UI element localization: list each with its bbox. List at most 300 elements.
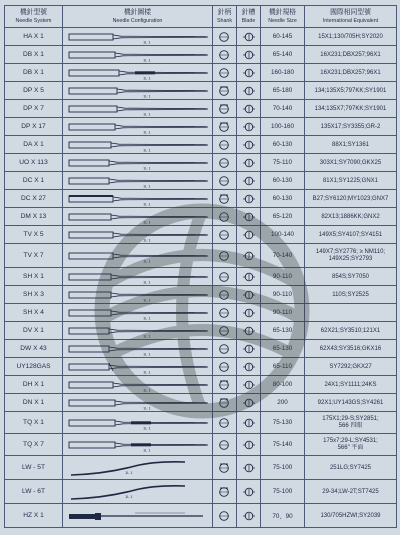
shank-cell	[213, 190, 237, 208]
blade-cell	[237, 64, 261, 82]
shank-cell	[213, 154, 237, 172]
blade-cell	[237, 480, 261, 504]
needle-drawing-icon	[65, 65, 211, 81]
table-row	[5, 434, 397, 456]
svg-text:1L 1: 1L 1	[142, 184, 151, 188]
blade-section-icon	[242, 439, 256, 451]
international-equivalent-cell	[305, 304, 397, 322]
needle-config-cell	[63, 456, 213, 480]
international-equivalent-cell: 175X1;29-S;SY2851; 566 四眼	[305, 412, 397, 434]
blade-cell	[237, 376, 261, 394]
blade-cell	[237, 154, 261, 172]
shank-section-icon	[218, 510, 232, 522]
needle-system-cell: TV X 7	[5, 244, 63, 268]
blade-cell	[237, 100, 261, 118]
needle-config-cell	[63, 172, 213, 190]
needle-drawing-icon	[65, 437, 211, 453]
svg-text:1L 1: 1L 1	[142, 58, 151, 62]
blade-cell	[237, 322, 261, 340]
needle-drawing-icon	[65, 137, 211, 153]
needle-size-cell: 60-145	[261, 28, 305, 46]
needle-config-cell	[63, 82, 213, 100]
shank-section-icon	[218, 325, 232, 337]
blade-cell	[237, 226, 261, 244]
needle-config-cell	[63, 208, 213, 226]
needle-drawing-icon	[65, 83, 211, 99]
shank-section-icon	[218, 271, 232, 283]
shank-section-icon	[218, 49, 232, 61]
needle-drawing-icon	[65, 508, 211, 524]
needle-size-cell: 65-180	[261, 82, 305, 100]
needle-drawing-icon	[65, 119, 211, 135]
table-header-row	[5, 6, 397, 28]
needle-config-cell	[63, 304, 213, 322]
table-row	[5, 118, 397, 136]
table-row	[5, 172, 397, 190]
needle-drawing-icon	[65, 227, 211, 243]
svg-text:1L 1: 1L 1	[142, 238, 151, 242]
svg-text:1L 1: 1L 1	[142, 259, 151, 263]
international-equivalent-cell: 130/705HZWI;SY2039	[305, 504, 397, 528]
blade-section-icon	[242, 193, 256, 205]
needle-config-cell	[63, 286, 213, 304]
needle-drawing-icon	[65, 484, 211, 500]
needle-drawing-icon	[65, 191, 211, 207]
shank-cell	[213, 340, 237, 358]
needle-system-cell: DC X 1	[5, 172, 63, 190]
international-equivalent-cell: 303X1;SY7090;GKX25	[305, 154, 397, 172]
blade-section-icon	[242, 31, 256, 43]
shank-cell	[213, 434, 237, 456]
needle-config-cell	[63, 28, 213, 46]
needle-system-cell: DC X 27	[5, 190, 63, 208]
international-equivalent-cell: B27;SY6120;MY1023;GNX7	[305, 190, 397, 208]
shank-section-icon	[218, 193, 232, 205]
svg-text:1L 1: 1L 1	[142, 426, 151, 430]
needle-drawing-icon	[65, 248, 211, 264]
international-equivalent-cell: 134;135X5;797KK;SY1901	[305, 82, 397, 100]
shank-cell	[213, 82, 237, 100]
needle-system-cell: DB X 1	[5, 64, 63, 82]
shank-cell	[213, 358, 237, 376]
needle-drawing-icon	[65, 377, 211, 393]
needle-system-cell: DV X 1	[5, 322, 63, 340]
needle-drawing-icon	[65, 101, 211, 117]
svg-text:1L 1: 1L 1	[124, 470, 133, 475]
blade-section-icon	[242, 271, 256, 283]
header-equiv-en: International Equivalent	[322, 17, 379, 24]
needle-drawing-icon	[65, 287, 211, 303]
needle-table	[4, 5, 397, 528]
international-equivalent-cell: 175x7;29-L;SY4531; 566" 平面	[305, 434, 397, 456]
blade-section-icon	[242, 139, 256, 151]
blade-cell	[237, 190, 261, 208]
international-equivalent-cell: 110S;SY2525	[305, 286, 397, 304]
shank-cell	[213, 394, 237, 412]
needle-config-cell	[63, 244, 213, 268]
needle-size-cell: 90-110	[261, 286, 305, 304]
needle-drawing-icon	[65, 395, 211, 411]
table-row	[5, 100, 397, 118]
shank-section-icon	[218, 343, 232, 355]
blade-cell	[237, 504, 261, 528]
shank-section-icon	[218, 67, 232, 79]
needle-system-cell: DB X 1	[5, 46, 63, 64]
international-equivalent-cell: 92X1;UY143GS;SY4261	[305, 394, 397, 412]
international-equivalent-cell: 16X231;DBX257;96X1	[305, 64, 397, 82]
international-equivalent-cell: 135X17;SY3355;GR-2	[305, 118, 397, 136]
needle-system-cell: DW X 43	[5, 340, 63, 358]
needle-config-cell	[63, 376, 213, 394]
needle-drawing-icon	[65, 29, 211, 45]
svg-text:1L 1: 1L 1	[142, 94, 151, 98]
header-blade-en: Blade	[241, 17, 256, 24]
blade-cell	[237, 456, 261, 480]
needle-size-cell: 75-110	[261, 154, 305, 172]
shank-section-icon	[218, 121, 232, 133]
header-shank-zh: 針柄	[217, 8, 232, 16]
blade-section-icon	[242, 289, 256, 301]
shank-cell	[213, 286, 237, 304]
shank-section-icon	[218, 307, 232, 319]
blade-cell	[237, 304, 261, 322]
needle-config-cell	[63, 504, 213, 528]
table-row	[5, 412, 397, 434]
table-row	[5, 64, 397, 82]
shank-cell	[213, 304, 237, 322]
blade-cell	[237, 244, 261, 268]
svg-text:1L 1: 1L 1	[142, 76, 151, 80]
header-config	[63, 6, 213, 28]
needle-config-cell	[63, 100, 213, 118]
needle-system-cell: DN X 1	[5, 394, 63, 412]
header-system	[5, 6, 63, 28]
needle-config-cell	[63, 434, 213, 456]
needle-system-cell: TV X 5	[5, 226, 63, 244]
blade-section-icon	[242, 379, 256, 391]
international-equivalent-cell: 16X231;DBX257;96X1	[305, 46, 397, 64]
blade-cell	[237, 358, 261, 376]
blade-cell	[237, 172, 261, 190]
shank-section-icon	[218, 417, 232, 429]
needle-system-cell: TQ X 7	[5, 434, 63, 456]
shank-cell	[213, 504, 237, 528]
svg-text:1L 1: 1L 1	[142, 298, 151, 302]
blade-section-icon	[242, 85, 256, 97]
table-row	[5, 456, 397, 480]
needle-config-cell	[63, 154, 213, 172]
blade-cell	[237, 208, 261, 226]
shank-cell	[213, 64, 237, 82]
header-config-zh: 機針圖樣	[123, 8, 152, 16]
international-equivalent-cell: 81X1;SY1225;GNX1	[305, 172, 397, 190]
blade-section-icon	[242, 462, 256, 474]
table-row	[5, 376, 397, 394]
shank-section-icon	[218, 229, 232, 241]
table-row	[5, 244, 397, 268]
needle-size-cell: 80-100	[261, 376, 305, 394]
needle-config-cell	[63, 268, 213, 286]
table-row	[5, 358, 397, 376]
header-blade-zh: 針槽	[241, 8, 256, 16]
table-row	[5, 28, 397, 46]
shank-cell	[213, 244, 237, 268]
table-row	[5, 136, 397, 154]
needle-size-cell: 65-130	[261, 322, 305, 340]
international-equivalent-cell: SY7292;GKX27	[305, 358, 397, 376]
blade-section-icon	[242, 486, 256, 498]
needle-config-cell	[63, 190, 213, 208]
international-equivalent-cell: 82X13;1886KK;GNX2	[305, 208, 397, 226]
needle-system-cell: HZ X 1	[5, 504, 63, 528]
blade-section-icon	[242, 157, 256, 169]
shank-cell	[213, 412, 237, 434]
table-row	[5, 226, 397, 244]
table-row	[5, 190, 397, 208]
blade-section-icon	[242, 211, 256, 223]
svg-text:1L 1: 1L 1	[142, 352, 151, 356]
shank-cell	[213, 322, 237, 340]
header-blade	[237, 6, 261, 28]
table-row	[5, 286, 397, 304]
shank-section-icon	[218, 103, 232, 115]
international-equivalent-cell: 134;135X7;797KK;SY1901	[305, 100, 397, 118]
blade-section-icon	[242, 121, 256, 133]
table-row	[5, 340, 397, 358]
needle-system-cell: SH X 4	[5, 304, 63, 322]
international-equivalent-cell: 62X21;SY3510;121X1	[305, 322, 397, 340]
header-shank-en: Shank	[216, 17, 233, 24]
blade-cell	[237, 412, 261, 434]
shank-section-icon	[218, 250, 232, 262]
international-equivalent-cell: 15X1;130/705H;SY2020	[305, 28, 397, 46]
needle-system-cell: LW - 6T	[5, 480, 63, 504]
shank-section-icon	[218, 139, 232, 151]
blade-cell	[237, 340, 261, 358]
svg-text:1L 1: 1L 1	[142, 280, 151, 284]
table-row	[5, 46, 397, 64]
blade-cell	[237, 286, 261, 304]
blade-section-icon	[242, 325, 256, 337]
shank-cell	[213, 172, 237, 190]
blade-section-icon	[242, 229, 256, 241]
needle-system-cell: DM X 13	[5, 208, 63, 226]
shank-section-icon	[218, 361, 232, 373]
blade-section-icon	[242, 67, 256, 79]
blade-section-icon	[242, 361, 256, 373]
needle-config-cell	[63, 358, 213, 376]
needle-size-cell: 75-100	[261, 456, 305, 480]
svg-text:1L 1: 1L 1	[142, 166, 151, 170]
needle-drawing-icon	[65, 173, 211, 189]
needle-config-cell	[63, 64, 213, 82]
needle-drawing-icon	[65, 209, 211, 225]
needle-size-cell: 100-160	[261, 118, 305, 136]
blade-section-icon	[242, 250, 256, 262]
needle-size-cell: 75-100	[261, 480, 305, 504]
header-equivalent	[305, 6, 397, 28]
shank-cell	[213, 456, 237, 480]
needle-system-cell: UO X 113	[5, 154, 63, 172]
needle-size-cell: 75-140	[261, 434, 305, 456]
table-row	[5, 154, 397, 172]
shank-section-icon	[218, 439, 232, 451]
header-config-en: Needle Configuration	[112, 17, 163, 24]
needle-drawing-icon	[65, 341, 211, 357]
shank-section-icon	[218, 157, 232, 169]
international-equivalent-cell: 149X5;SY4107;SY4151	[305, 226, 397, 244]
needle-config-cell	[63, 46, 213, 64]
table-row	[5, 322, 397, 340]
needle-config-cell	[63, 394, 213, 412]
needle-drawing-icon	[65, 359, 211, 375]
blade-section-icon	[242, 307, 256, 319]
svg-text:1L 1: 1L 1	[142, 202, 151, 206]
needle-size-cell: 60-130	[261, 136, 305, 154]
needle-config-cell	[63, 412, 213, 434]
international-equivalent-cell: 88X1;SY1361	[305, 136, 397, 154]
shank-cell	[213, 100, 237, 118]
table-row	[5, 480, 397, 504]
shank-section-icon	[218, 85, 232, 97]
table-row	[5, 208, 397, 226]
blade-section-icon	[242, 510, 256, 522]
needle-size-cell: 160-180	[261, 64, 305, 82]
needle-system-cell: SH X 3	[5, 286, 63, 304]
needle-size-cell: 65-130	[261, 340, 305, 358]
shank-section-icon	[218, 31, 232, 43]
table-row	[5, 82, 397, 100]
shank-cell	[213, 118, 237, 136]
needle-system-cell: SH X 1	[5, 268, 63, 286]
svg-text:1L 1: 1L 1	[142, 370, 151, 374]
blade-cell	[237, 394, 261, 412]
needle-system-cell: UY128GAS	[5, 358, 63, 376]
needle-drawing-icon	[65, 460, 211, 476]
international-equivalent-cell: 62X43;SY3516;GKX16	[305, 340, 397, 358]
table-row	[5, 268, 397, 286]
shank-section-icon	[218, 289, 232, 301]
needle-rows	[5, 28, 397, 528]
needle-config-cell	[63, 136, 213, 154]
needle-config-cell	[63, 480, 213, 504]
svg-text:1L 1: 1L 1	[142, 388, 151, 392]
blade-cell	[237, 434, 261, 456]
needle-size-cell: 65-140	[261, 46, 305, 64]
shank-section-icon	[218, 486, 232, 498]
international-equivalent-cell: 29-34;LW-2T;ST7425	[305, 480, 397, 504]
header-size-en: Needle Size	[268, 17, 297, 24]
needle-system-cell: DP X 17	[5, 118, 63, 136]
needle-system-cell: LW - 5T	[5, 456, 63, 480]
needle-size-cell: 65-120	[261, 208, 305, 226]
needle-size-cell: 200	[261, 394, 305, 412]
blade-section-icon	[242, 417, 256, 429]
header-size-zh: 機針規格	[268, 8, 297, 16]
blade-section-icon	[242, 397, 256, 409]
needle-size-cell: 70-140	[261, 244, 305, 268]
shank-section-icon	[218, 397, 232, 409]
shank-cell	[213, 376, 237, 394]
header-shank	[213, 6, 237, 28]
svg-text:1L 1: 1L 1	[142, 220, 151, 224]
needle-size-cell: 100-140	[261, 226, 305, 244]
needle-drawing-icon	[65, 415, 211, 431]
needle-config-cell	[63, 226, 213, 244]
blade-cell	[237, 28, 261, 46]
needle-config-cell	[63, 340, 213, 358]
shank-cell	[213, 226, 237, 244]
needle-size-cell: 65-110	[261, 358, 305, 376]
shank-cell	[213, 208, 237, 226]
needle-system-cell: TQ X 1	[5, 412, 63, 434]
international-equivalent-cell: 854S;SY7050	[305, 268, 397, 286]
needle-size-cell: 60-130	[261, 190, 305, 208]
needle-system-cell: DP X 7	[5, 100, 63, 118]
svg-text:1L 1: 1L 1	[142, 148, 151, 152]
needle-config-cell	[63, 118, 213, 136]
header-system-zh: 機針型號	[19, 8, 48, 16]
needle-size-cell: 90-110	[261, 268, 305, 286]
needle-size-cell: 75-130	[261, 412, 305, 434]
shank-section-icon	[218, 175, 232, 187]
needle-drawing-icon	[65, 47, 211, 63]
needle-system-cell: HA X 1	[5, 28, 63, 46]
blade-cell	[237, 118, 261, 136]
shank-cell	[213, 268, 237, 286]
needle-size-cell: 70-140	[261, 100, 305, 118]
shank-section-icon	[218, 379, 232, 391]
svg-text:1L 1: 1L 1	[142, 334, 151, 338]
needle-drawing-icon	[65, 323, 211, 339]
blade-cell	[237, 268, 261, 286]
header-size	[261, 6, 305, 28]
shank-section-icon	[218, 211, 232, 223]
international-equivalent-cell: 251LG;SY7425	[305, 456, 397, 480]
shank-cell	[213, 480, 237, 504]
table-row	[5, 304, 397, 322]
needle-size-cell: 70、90	[261, 504, 305, 528]
blade-section-icon	[242, 343, 256, 355]
needle-drawing-icon	[65, 155, 211, 171]
shank-section-icon	[218, 462, 232, 474]
svg-text:1L 1: 1L 1	[142, 40, 151, 44]
needle-size-cell: 60-130	[261, 172, 305, 190]
needle-system-cell: DH X 1	[5, 376, 63, 394]
svg-text:1L 1: 1L 1	[142, 316, 151, 320]
needle-drawing-icon	[65, 305, 211, 321]
blade-section-icon	[242, 49, 256, 61]
table-row	[5, 504, 397, 528]
needle-system-cell: DA X 1	[5, 136, 63, 154]
svg-text:1L 1: 1L 1	[142, 448, 151, 452]
shank-cell	[213, 46, 237, 64]
table-row	[5, 394, 397, 412]
international-equivalent-cell: 149X7;SY2776; ≥ NM110; 149X25;SY2793	[305, 244, 397, 268]
svg-text:1L 1: 1L 1	[142, 406, 151, 410]
shank-cell	[213, 28, 237, 46]
international-equivalent-cell: 24X1;SY1111;24KS	[305, 376, 397, 394]
blade-section-icon	[242, 103, 256, 115]
svg-text:1L 1: 1L 1	[142, 112, 151, 116]
blade-cell	[237, 136, 261, 154]
svg-text:1L 1: 1L 1	[124, 494, 133, 499]
blade-cell	[237, 82, 261, 100]
needle-config-cell	[63, 322, 213, 340]
needle-size-cell: 90-110	[261, 304, 305, 322]
blade-section-icon	[242, 175, 256, 187]
needle-system-cell: DP X 5	[5, 82, 63, 100]
